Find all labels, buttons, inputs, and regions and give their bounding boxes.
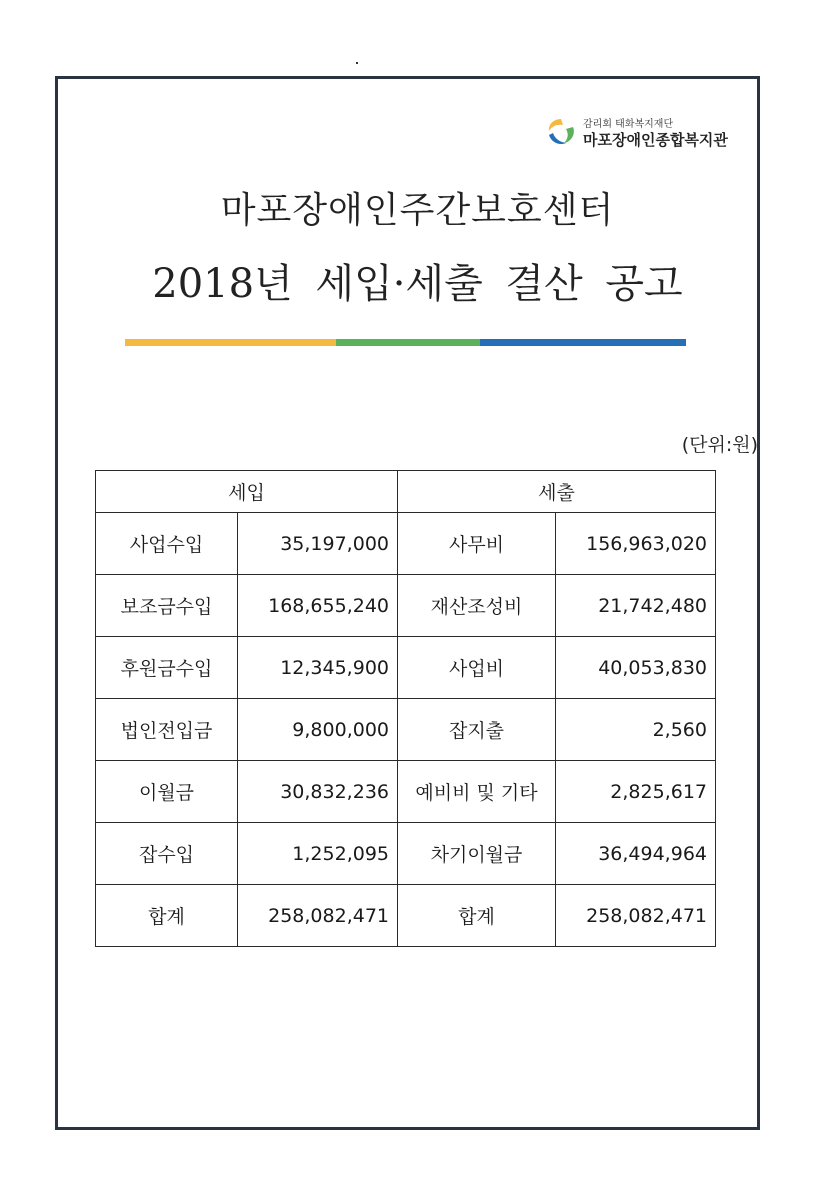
expense-item: 사무비	[398, 513, 556, 575]
logo-swirl-icon	[543, 115, 579, 147]
expense-amount: 40,053,830	[556, 637, 716, 699]
expense-header: 세출	[398, 471, 716, 513]
expense-total-amount: 258,082,471	[556, 885, 716, 947]
income-amount: 9,800,000	[238, 699, 398, 761]
accent-bar-yellow	[125, 339, 336, 346]
expense-item: 사업비	[398, 637, 556, 699]
expense-item: 차기이월금	[398, 823, 556, 885]
income-item: 잡수입	[96, 823, 238, 885]
expense-amount: 2,825,617	[556, 761, 716, 823]
income-amount: 1,252,095	[238, 823, 398, 885]
expense-item: 재산조성비	[398, 575, 556, 637]
table-row	[96, 699, 716, 761]
income-item: 사업수입	[96, 513, 238, 575]
income-item: 이월금	[96, 761, 238, 823]
accent-bar-blue	[480, 339, 686, 346]
table-row	[96, 823, 716, 885]
income-amount: 12,345,900	[238, 637, 398, 699]
expense-item: 예비비 및 기타	[398, 761, 556, 823]
income-total-label: 합계	[96, 885, 238, 947]
unit-note: (단위:원)	[681, 434, 758, 456]
scan-dot	[356, 62, 358, 64]
organization-logo	[543, 113, 748, 149]
logo-center-name: 마포장애인종합복지관	[583, 131, 728, 149]
income-amount: 30,832,236	[238, 761, 398, 823]
expense-amount: 156,963,020	[556, 513, 716, 575]
table-row	[96, 761, 716, 823]
income-total-amount: 258,082,471	[238, 885, 398, 947]
income-amount: 168,655,240	[238, 575, 398, 637]
expense-total-label: 합계	[398, 885, 556, 947]
income-item: 후원금수입	[96, 637, 238, 699]
table-row	[96, 637, 716, 699]
logo-foundation-name: 감리회 태화복지재단	[583, 119, 674, 130]
table-row	[96, 513, 716, 575]
expense-item: 잡지출	[398, 699, 556, 761]
expense-amount: 36,494,964	[556, 823, 716, 885]
income-header: 세입	[96, 471, 398, 513]
table-row	[96, 575, 716, 637]
notice-title: 2018년 세입·세출 결산 공고	[152, 261, 683, 307]
income-item: 법인전입금	[96, 699, 238, 761]
income-amount: 35,197,000	[238, 513, 398, 575]
settlement-table	[95, 470, 716, 947]
total-row	[96, 885, 716, 947]
center-title: 마포장애인주간보호센터	[220, 190, 615, 231]
expense-amount: 21,742,480	[556, 575, 716, 637]
expense-amount: 2,560	[556, 699, 716, 761]
accent-bar-green	[336, 339, 480, 346]
income-item: 보조금수입	[96, 575, 238, 637]
